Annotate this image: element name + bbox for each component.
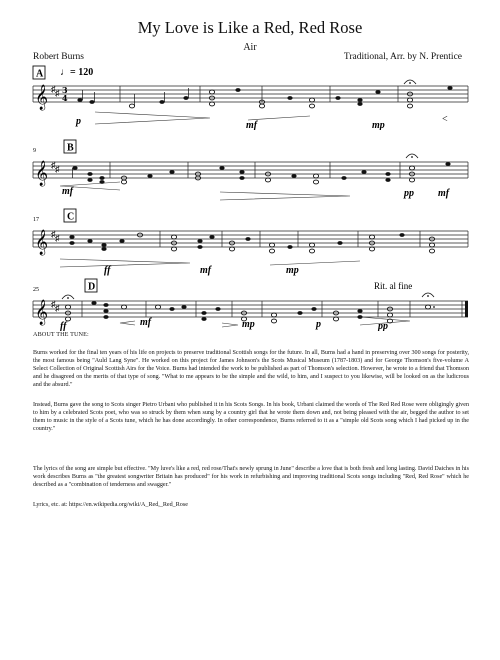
svg-text:3: 3: [62, 85, 68, 95]
staff-system-1: [0, 62, 500, 130]
dynamic-mark: mp: [372, 120, 385, 130]
svg-text:♯: ♯: [51, 160, 56, 170]
score-title: My Love is Like a Red, Red Rose: [137, 18, 363, 37]
rehearsal-mark: A: [36, 68, 44, 80]
score-subtitle: Air: [243, 42, 257, 53]
svg-text:♯: ♯: [51, 299, 56, 309]
rehearsal-mark: D: [88, 281, 96, 293]
svg-text:𝄞: 𝄞: [35, 300, 49, 325]
dynamic-mark: mp: [242, 319, 255, 330]
dynamic-mark: mp: [286, 265, 299, 276]
paragraph-text: Instead, Burns gave the song to Scots singer Pietro Urbani who published it in his Scots Songs. In his book, Urbani claimed the words of The Red Red Rose were obligingly given to him by a celebrated Scots poet, who was so struck by them when sung by a country girl that he wrote them down and, not being pleased with the air, begged the author to set them to music in the style of a Scots tune, which he has done accordingly. In other correspondence, Burns referred to it as a "simple old Scots song which I had picked up in the country.": [33, 402, 469, 433]
staff-system-4: [0, 277, 500, 331]
svg-text:♯: ♯: [55, 164, 60, 174]
dynamic-mark: pp: [404, 188, 414, 199]
dynamic-mark: p: [76, 116, 81, 127]
svg-text:4: 4: [62, 93, 68, 103]
rehearsal-mark: C: [67, 211, 75, 223]
about-heading: ABOUT THE TUNE:: [33, 331, 89, 338]
svg-text:♯: ♯: [51, 229, 56, 239]
staff-system-1-notation: [0, 62, 500, 130]
svg-text:𝄞: 𝄞: [35, 85, 49, 110]
paragraph-text: The lyrics of the song are simple but effective. "My luve's like a red, red rose/That's newly sprung in June" describe a love that is both fresh and long lasting. David Daiches in his work describes Burns as "the greatest songwriter Britain has produced" for his work in refurbishing and improving traditional Scots songs including "Red, Red Rose" which he described as a "combination of tenderness and swagger.": [33, 466, 469, 489]
staff-system-2: [0, 138, 500, 204]
dynamic-mark: mf: [246, 120, 258, 130]
composer-credit: Robert Burns: [33, 52, 84, 62]
paragraph-text: Lyrics, etc. at: https://en.wikipedia.org/wiki/A_Red,_Red_Rose: [33, 502, 188, 508]
staff-system-3: [0, 207, 500, 277]
measure-number: 9: [33, 148, 36, 154]
dynamic-mark: mf: [438, 188, 450, 199]
svg-text:♯: ♯: [55, 303, 60, 313]
arranger-credit: Traditional, Arr. by N. Prentice: [343, 52, 462, 62]
staff-system-2-notation: [0, 138, 500, 204]
svg-text:♯: ♯: [51, 84, 56, 94]
svg-text:𝄞: 𝄞: [35, 230, 49, 255]
dynamic-mark: mf: [62, 186, 74, 197]
lyrics-link-line: [33, 501, 469, 509]
about-paragraph-3: [33, 465, 469, 489]
dynamic-mark: ff: [104, 265, 111, 276]
dynamic-mark: p: [316, 319, 321, 330]
tempo-mark: ♩= 120: [60, 67, 94, 78]
measure-number: 17: [33, 217, 39, 223]
dynamic-mark: pp: [378, 321, 388, 331]
svg-text:<: <: [442, 114, 448, 125]
svg-text:♯: ♯: [55, 88, 60, 98]
about-paragraph-2: [33, 401, 469, 433]
rehearsal-mark: B: [67, 142, 74, 154]
dynamic-mark: mf: [200, 265, 212, 276]
dynamic-mark: ff: [60, 321, 67, 331]
staff-system-3-notation: [0, 207, 500, 277]
paragraph-text: Burns worked for the final ten years of his life on projects to preserve traditional Scottish songs for the future. In all, Burns had a hand in preserving over 300 songs for posterity, the most famous being "Auld Lang Syne". He worked on this project for James Johnson's the Scots Musical Museum (1787-1803) and for George Thomson's five-volume A Select Collection of Original Scottish Airs for the Voice. Burns had intended the work to be published as part of Thomson's selection. However, he wrote to a friend that Thomson and he disagreed on the merits of that type of song. "What to me appears to be the simple and the wild, to him, and I suspect to you likewise, will be looked on as the ludicrous and the absurd.": [33, 350, 469, 389]
svg-text:𝄞: 𝄞: [35, 161, 49, 186]
dynamic-mark: mf: [140, 317, 152, 328]
measure-number: 25: [33, 287, 39, 293]
tempo-text: Rit. al fine: [374, 281, 413, 291]
staff-system-4-notation: [0, 277, 500, 331]
svg-text:♯: ♯: [55, 233, 60, 243]
about-paragraph-1: [33, 349, 469, 389]
